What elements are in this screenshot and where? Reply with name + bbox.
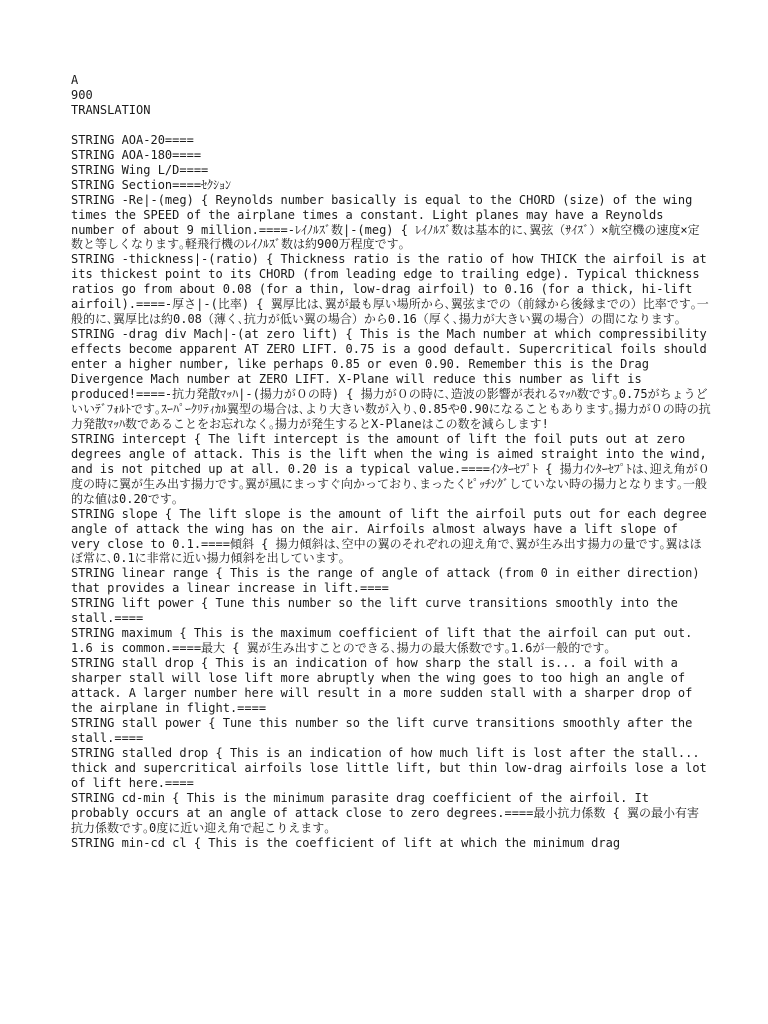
string-entry: STRING min-cd cl { This is the coefficient of lift at which the minimum drag	[71, 835, 621, 850]
string-entry: STRING maximum { This is the maximum coefficient of lift that the airfoil can put out. 1.6 is common.====最大 { 翼が生み出すことのできる､揚力の最大係数です｡1.6が一般的です｡	[71, 626, 700, 656]
string-entry: STRING AOA-20====	[71, 132, 194, 147]
string-entry: STRING -drag div Mach|-(at zero lift) { This is the Mach number at which compressibility effects become apparent AT ZERO LIFT. 0.75 is a good default. Supercritical foils should enter a higher number, like perhaps 0.85 or even 0.90. Remember this is the Drag Divergence Mach number at ZERO LIFT. X-Plane will reduce this number as lift is produced!====-抗力発散ﾏｯﾊ|-(揚力が０の時) { 揚力が０の時に､造波の影響が表れるﾏｯﾊ数です｡0.75がちょうどいいﾃﾞﾌｫﾙﾄです｡ｽｰﾊﾟｰｸﾘﾃｨｶﾙ翼型の場合は､より大きい数が入り､0.85や0.90になることもあります｡揚力が０の時の抗力発散ﾏｯﾊ数であることをお忘れなく｡揚力が発生するとX-Planeはこの数を減らします!	[71, 327, 714, 431]
string-entry: STRING stalled drop { This is an indication of how much lift is lost after the stall... thick and supercritical airfoils lose little lift, but thin low-drag airfoils lose a lot of lift here.====	[71, 745, 714, 790]
document-page	[71, 73, 714, 1013]
string-entry: STRING stall power { Tune this number so the lift curve transitions smoothly after the stall.====	[71, 715, 700, 745]
string-entry: STRING cd-min { This is the minimum parasite drag coefficient of the airfoil. It probably occurs at an angle of attack close to zero degrees.====最小抗力係数 { 翼の最小有害抗力係数です｡0度に近い迎え角で起こりえます｡	[71, 790, 700, 835]
string-entry: STRING -Re|-(meg) { Reynolds number basically is equal to the CHORD (size) of the wing times the SPEED of the airplane times a constant. Light planes may have a Reynolds number of about 9 million.====-ﾚｲﾉﾙｽﾞ数|-(meg) { ﾚｲﾉﾙｽﾞ数は基本的に､翼弦（ｻｲｽﾞ）×航空機の速度×定数と等しくなります｡軽飛行機のﾚｲﾉﾙｽﾞ数は約900万程度です｡	[71, 192, 700, 252]
blank-line	[71, 118, 711, 133]
header-line: TRANSLATION	[71, 102, 151, 117]
header-line: A	[71, 73, 79, 87]
string-entry: STRING slope { The lift slope is the amount of lift the airfoil puts out for each degree angle of attack the wing has on the air. Airfoils almost always have a lift slope of very close to 0.1.====傾斜 { 揚力傾斜は､空中の翼のそれぞれの迎え角で､翼が生み出す揚力の量です｡翼はほぼ常に､0.1に非常に近い揚力傾斜を出しています｡	[71, 506, 714, 566]
string-entry: STRING lift power { Tune this number so the lift curve transitions smoothly into the stall.====	[71, 596, 686, 626]
string-entry: STRING stall drop { This is an indication of how sharp the stall is... a foil with a sharper stall will lose lift more abruptly when the wing goes to too high an angle of attack. A larger number here will result in a more sudden stall with a sharper drop of the airplane in flight.====	[71, 656, 700, 716]
string-entry: STRING Section====ｾｸｼｮﾝ	[71, 177, 232, 192]
string-entry: STRING intercept { The lift intercept is the amount of lift the foil puts out at zero degrees angle of attack. This is the lift when the wing is aimed straight into the wind, and is not pitched up at all. 0.20 is a typical value.====ｲﾝﾀｰｾﾌﾟﾄ { 揚力ｲﾝﾀｰｾﾌﾟﾄは､迎え角が０度の時に翼が生み出す揚力です｡翼が風にまっすぐ向かっており､まったくﾋﾟｯﾁﾝｸﾞしていない時の揚力となります｡一般的な値は0.20です｡	[71, 431, 714, 506]
string-entry: STRING -thickness|-(ratio) { Thickness ratio is the ratio of how THICK the airfoil is at its thickest point to its CHORD (from leading edge to trailing edge). Typical thickness ratios go from about 0.08 (for a thin, low-drag airfoil) to 0.16 (for a thick, hi-lift airfoil).====-厚さ|-(比率) { 翼厚比は､翼が最も厚い場所から､翼弦までの（前縁から後縁までの）比率です｡一般的に､翼厚比は約0.08（薄く､抗力が低い翼の場合）から0.16（厚く､揚力が大きい翼の場合）の間になります｡	[71, 252, 714, 327]
header-line: 900	[71, 87, 93, 102]
string-entry: STRING linear range { This is the range of angle of attack (from 0 in either direction) that provides a linear increase in lift.====	[71, 566, 707, 596]
string-entry: STRING AOA-180====	[71, 147, 202, 162]
string-entry: STRING Wing L/D====	[71, 162, 209, 177]
